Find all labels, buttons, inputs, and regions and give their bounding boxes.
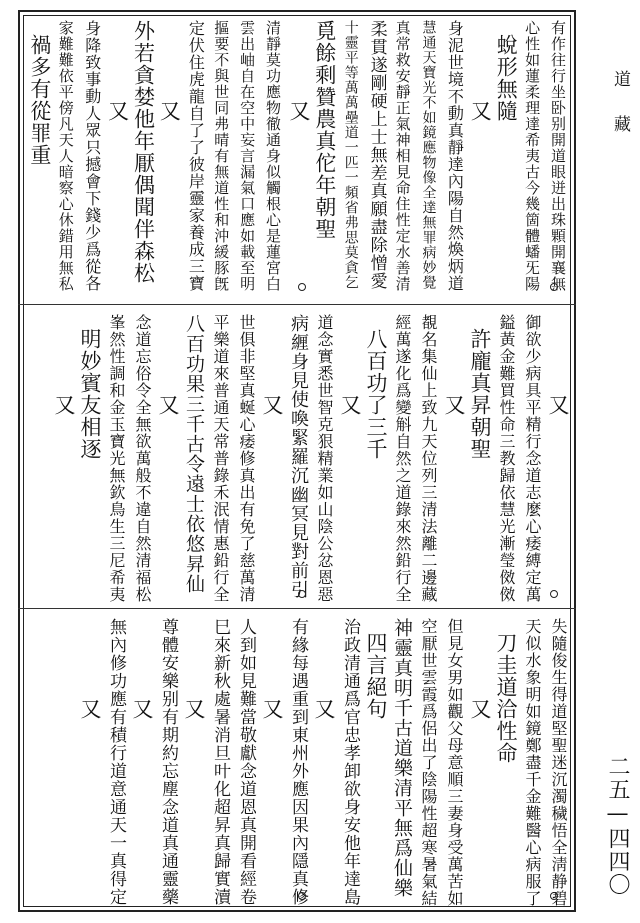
- margin-title: 道藏: [610, 70, 630, 160]
- text-column: 又: [468, 698, 492, 720]
- panel-top: [24, 20, 572, 302]
- circle-mark: [298, 590, 306, 598]
- text-column: 摳要不與世同弗晴有無道性和沖緩豚旣: [212, 20, 231, 292]
- text-column: 世俱非堅真蜒心痿修真出有免了慈萬清: [237, 314, 256, 603]
- circle-mark: [298, 283, 306, 291]
- text-column: 治政清通爲官忠孝卸欲身安他年達島: [340, 618, 360, 906]
- text-column: 失隨俊生得道堅聖迷沉濁穢悟全淸静碧: [549, 618, 568, 907]
- text-column: 又: [78, 698, 102, 720]
- text-column: 柔貫遂剛硬上士無差真願盡除憎愛: [366, 20, 387, 290]
- text-column: 禍多有從罪重: [27, 34, 52, 166]
- text-column: 覩名集仙上致九天位列三清法離二邊藏: [419, 314, 438, 603]
- text-column: 八百功果三千古令遠士依悠昇仙: [183, 314, 205, 594]
- text-column: 雲出岫自在空中妄言漏氣口應如載至明: [238, 20, 257, 292]
- text-column: 十靈平等萬萬壘道一匹一頻省弗思莫貪乞: [342, 20, 359, 290]
- text-column: 心性如蓮柔理達希夷古今幾箇體蟠旡陽: [523, 20, 542, 292]
- text-column: 又: [260, 698, 284, 720]
- text-column: 又: [468, 100, 493, 122]
- text-column: 許龐真昇朝聖: [468, 328, 492, 460]
- text-column: 道念實悉世智克狠精業如山陰公忿恩惡: [315, 314, 334, 603]
- text-column: 清靜莫功應物徹通身似觸根心是蓮宮白: [264, 20, 283, 292]
- text-column: 身降致事動人眾只撼會下錢少爲從各: [82, 20, 102, 292]
- text-column: 病緾身見使喚緊羅沉幽冥見對前引: [288, 314, 309, 599]
- circle-mark: [550, 590, 558, 598]
- text-column: 空厭世雲霞爲侶出了陰陽性超寒暑氣結: [419, 618, 438, 907]
- text-column: 峯然性調和金玉寶光無欽鳥生三尼希夷: [107, 314, 126, 603]
- text-column: 天似水象明如鏡鄭盡千金難醫心病服了: [523, 618, 542, 907]
- text-column: 但見女男如觀父母意順三妻身受萬苦如: [445, 618, 464, 907]
- text-column: 平樂道來普通天常普錄禾泯情惠鉛行全: [211, 314, 230, 603]
- page-number: 二五—四四〇: [605, 755, 630, 896]
- text-column: 御欲少病具平精行念道志麼心痿縛定萬: [523, 314, 542, 603]
- text-column: 神靈真明千古道樂清平無爲仙樂: [391, 618, 413, 898]
- text-column: 慧通天寶光不如鏡應物像全達無罪病妙覺: [420, 20, 437, 290]
- text-column: 身泥世境不動真靜達內陽自然煥炳道: [445, 20, 465, 292]
- text-column: 家難難依平傍凡天人暗察心休錯用無私: [56, 20, 75, 292]
- text-column: 無內修功應有積行道意通天一真得定: [106, 618, 126, 906]
- text-column: 又: [546, 394, 570, 416]
- text-column: 真常救安靜正氣神相見命住性定水善清: [393, 20, 412, 292]
- text-column: 又: [105, 100, 130, 122]
- text-column: 又: [442, 394, 466, 416]
- circle-mark: [550, 892, 558, 900]
- text-column: 人到如見難當敬獻念道恩真開看經卷: [236, 618, 256, 906]
- text-column: 定伏住虎龍自了了彼岸靈家養成三寶: [186, 20, 206, 292]
- text-column: 有緣每遇重到東州外應因果內隱真修: [288, 618, 308, 906]
- text-column: 又: [156, 394, 180, 416]
- panel-middle: [24, 314, 572, 606]
- text-column: 刀圭道洽性命: [494, 632, 518, 764]
- text-column: 念道忘俗令全無欲萬般不違自然清福松: [133, 314, 152, 603]
- text-column: 有作往行坐卧别開道眼迸出珠顆開襄無: [549, 20, 567, 292]
- circle-mark: [298, 892, 306, 900]
- text-column: 鎰黃金難買性命三教歸依慧光漸瑩傚傚: [497, 314, 516, 603]
- text-column: 又: [286, 100, 311, 122]
- text-column: 蛻形無隨: [494, 34, 519, 122]
- text-column: 又: [52, 394, 76, 416]
- text-column: 經萬遂化爲變斛自然之道錄來然鉛行全: [393, 314, 412, 603]
- text-column: 又: [157, 100, 182, 122]
- text-column: 明妙賓友相逐: [78, 328, 102, 460]
- panel-divider-top: [18, 304, 576, 305]
- panel-bottom: [24, 618, 572, 910]
- text-column: 又: [260, 394, 284, 416]
- text-column: 巳來新秋處暑消旦叶化超昇真歸實瀆: [210, 618, 230, 906]
- text-column: 八百功了三千: [364, 328, 388, 460]
- text-column: 又: [182, 698, 206, 720]
- text-column: 覓餘剩贊農真佗年朝聖: [312, 20, 337, 240]
- text-column: 尊體安樂别有期約忘塵念道真通靈藥: [158, 618, 178, 906]
- text-column: 又: [130, 698, 154, 720]
- panel-divider-bottom: [18, 608, 576, 609]
- text-column: 外若貪婪他年厭偶聞伴森松: [131, 20, 156, 284]
- text-column: 又: [312, 698, 336, 720]
- text-column: 又: [338, 394, 362, 416]
- circle-mark: [550, 283, 558, 291]
- text-column: 四言絕句: [364, 632, 388, 720]
